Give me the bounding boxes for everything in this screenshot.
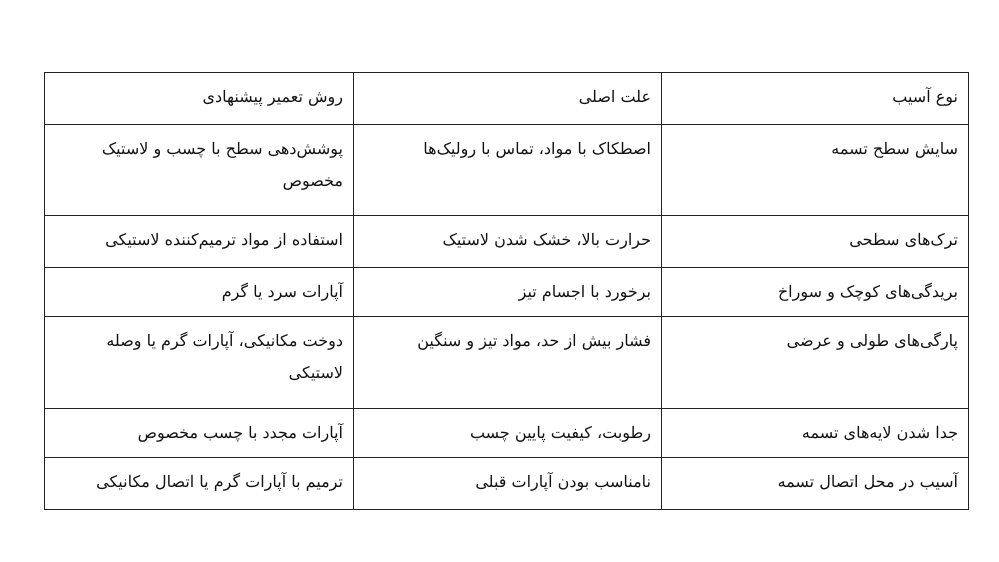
cell-repair-method: پوشش‌دهی سطح با چسب و لاستیک مخصوص xyxy=(45,125,354,216)
table-row xyxy=(45,125,969,216)
cell-damage-type: ترک‌های سطحی xyxy=(662,216,969,268)
table-row xyxy=(45,409,969,458)
table-row xyxy=(45,317,969,409)
cell-main-cause: حرارت بالا، خشک شدن لاستیک xyxy=(354,216,662,268)
cell-main-cause: فشار بیش از حد، مواد تیز و سنگین xyxy=(354,317,662,409)
cell-damage-type: آسیب در محل اتصال تسمه xyxy=(662,458,969,510)
cell-repair-method: دوخت مکانیکی، آپارات گرم یا وصله لاستیکی xyxy=(45,317,354,409)
table-header-row xyxy=(45,73,969,125)
cell-main-cause: اصطکاک با مواد، تماس با رولیک‌ها xyxy=(354,125,662,216)
cell-main-cause: رطوبت، کیفیت پایین چسب xyxy=(354,409,662,458)
header-damage-type: نوع آسیب xyxy=(662,73,969,125)
cell-repair-method: استفاده از مواد ترمیم‌کننده لاستیکی xyxy=(45,216,354,268)
cell-damage-type: سایش سطح تسمه xyxy=(662,125,969,216)
header-repair-method: روش تعمیر پیشنهادی xyxy=(45,73,354,125)
cell-main-cause: برخورد با اجسام تیز xyxy=(354,268,662,317)
cell-damage-type: پارگی‌های طولی و عرضی xyxy=(662,317,969,409)
cell-damage-type: بریدگی‌های کوچک و سوراخ xyxy=(662,268,969,317)
table-row xyxy=(45,268,969,317)
header-main-cause: علت اصلی xyxy=(354,73,662,125)
cell-repair-method: آپارات سرد یا گرم xyxy=(45,268,354,317)
cell-repair-method: آپارات مجدد با چسب مخصوص xyxy=(45,409,354,458)
table-row xyxy=(45,216,969,268)
belt-damage-table xyxy=(44,72,969,510)
cell-damage-type: جدا شدن لایه‌های تسمه xyxy=(662,409,969,458)
cell-main-cause: نامناسب بودن آپارات قبلی xyxy=(354,458,662,510)
cell-repair-method: ترمیم با آپارات گرم یا اتصال مکانیکی xyxy=(45,458,354,510)
table-row xyxy=(45,458,969,510)
